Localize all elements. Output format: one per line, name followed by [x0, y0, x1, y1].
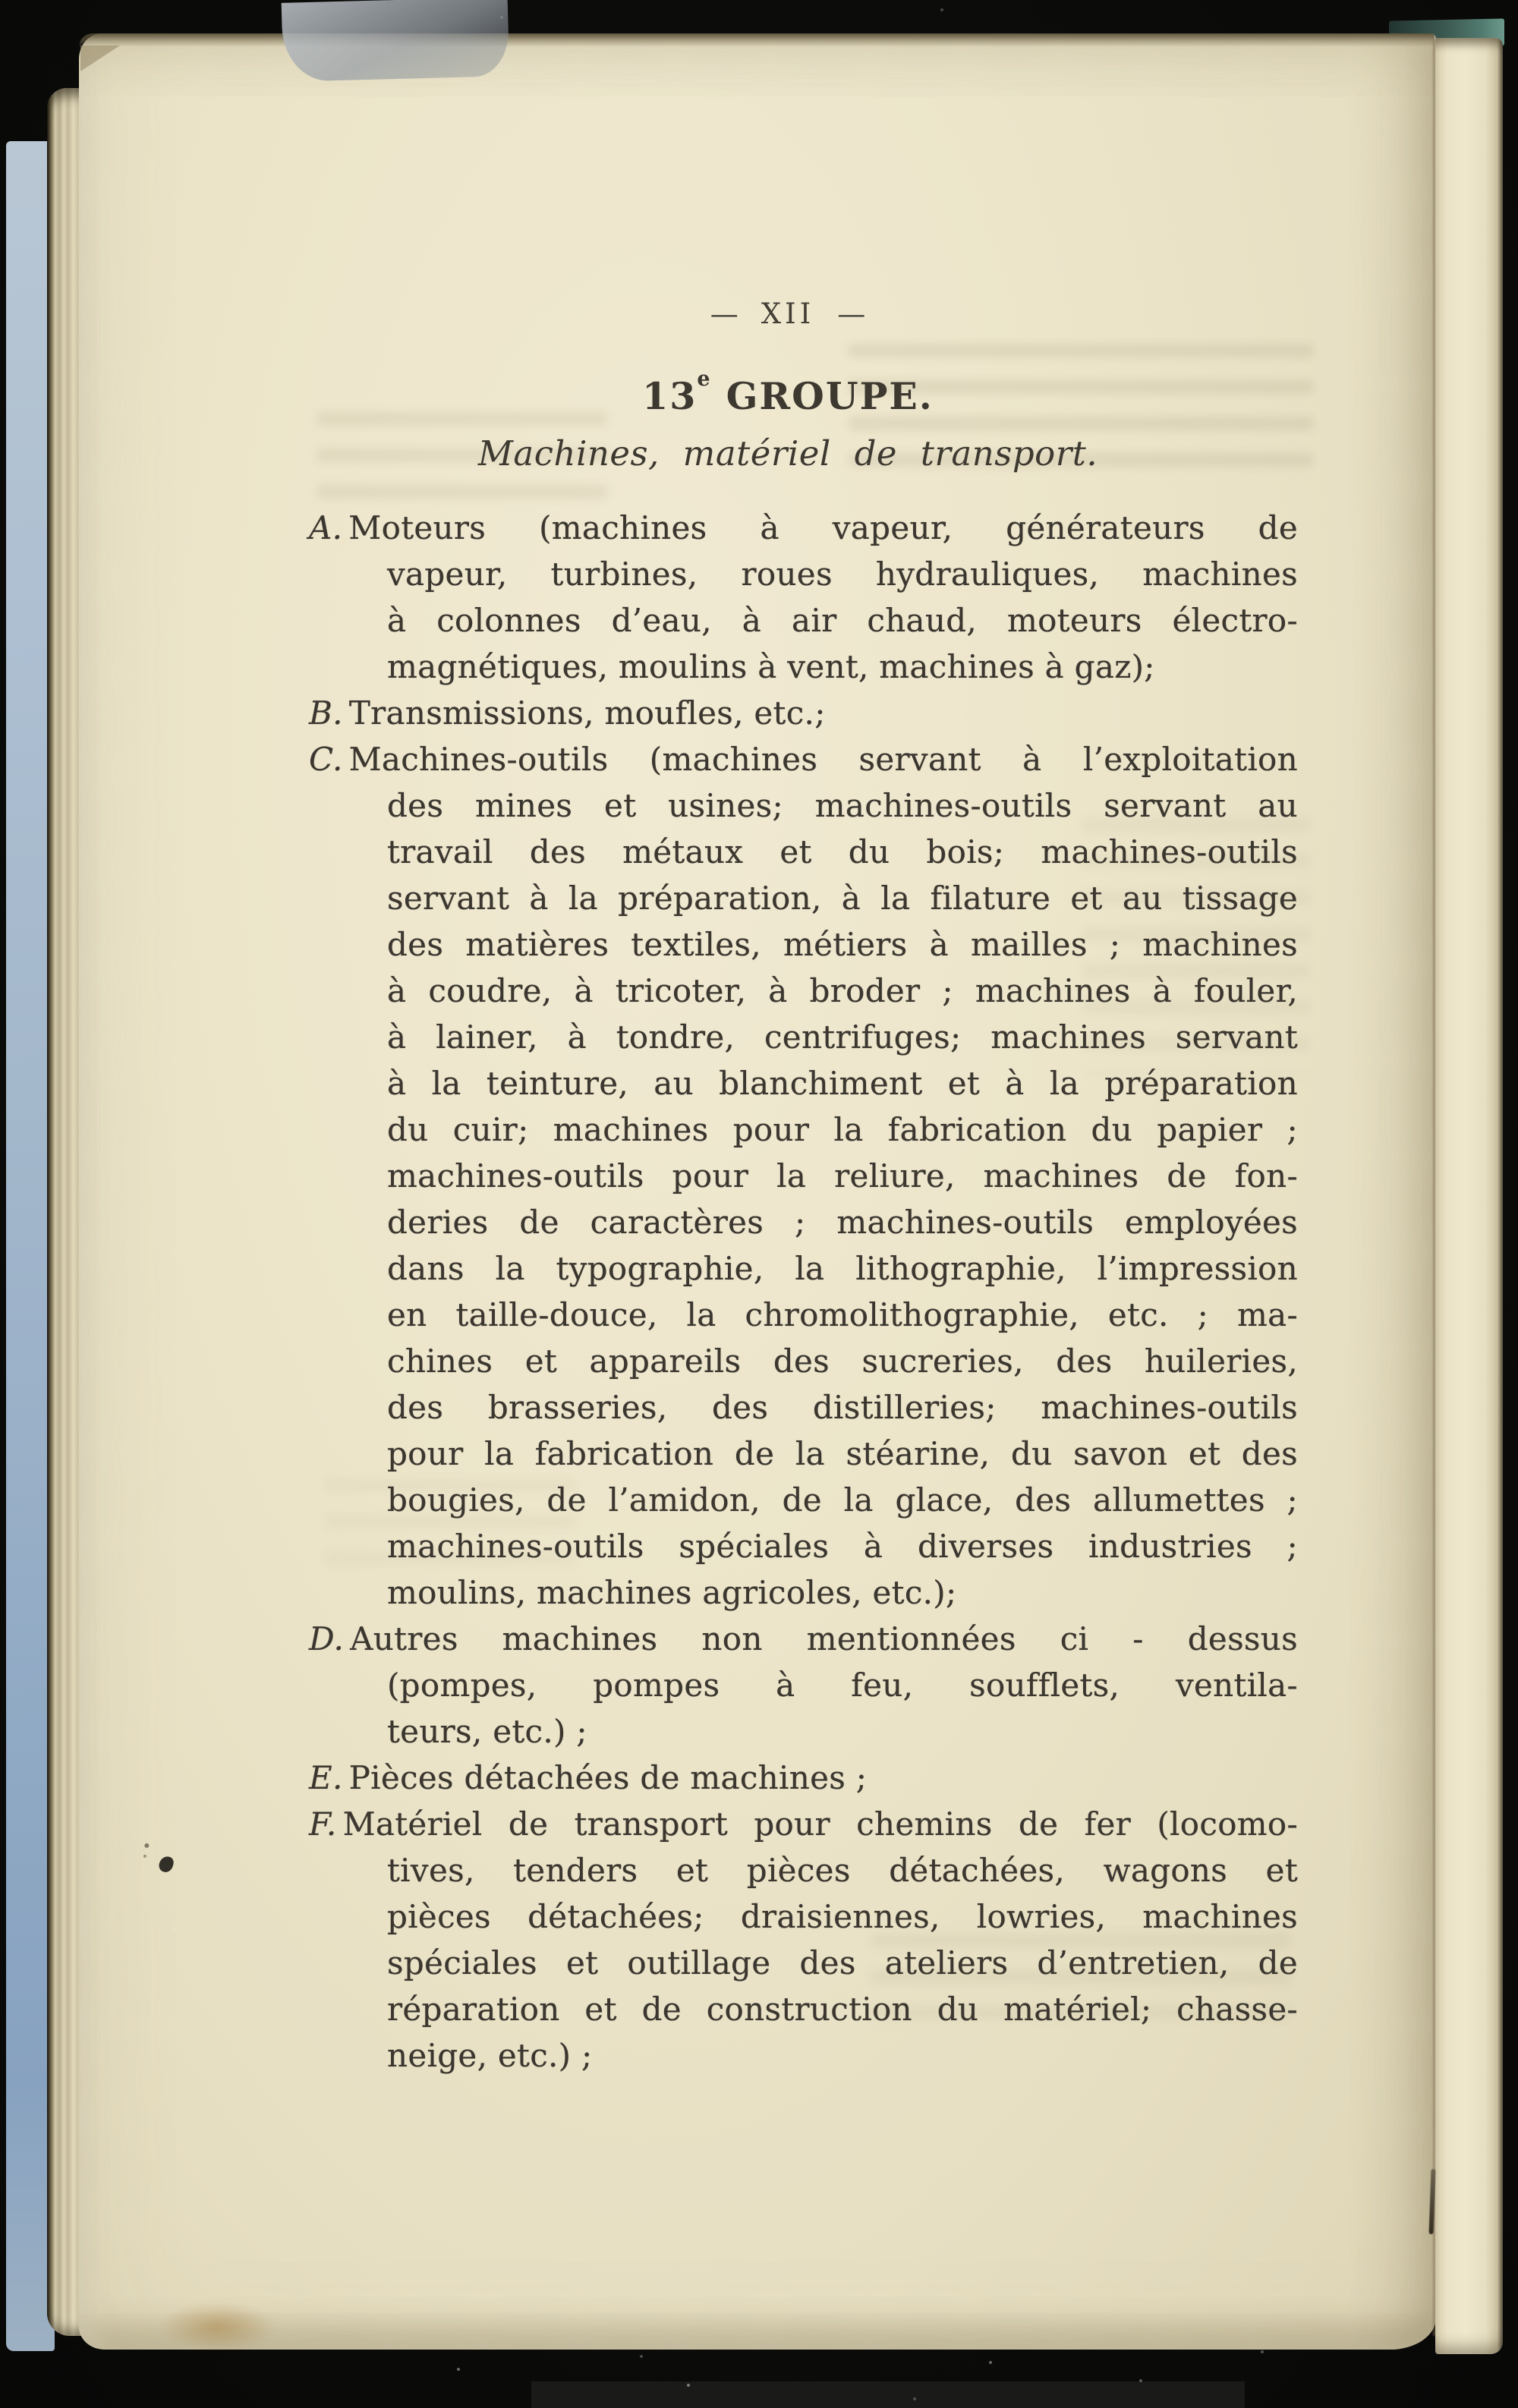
- text-line: du cuir; machines pour la fabrication du papier ;: [387, 1111, 1298, 1148]
- text-line: moulins, machines agricoles, etc.);: [387, 1574, 957, 1611]
- text-line: machines-outils pour la reliure, machines de fon-: [387, 1157, 1298, 1195]
- text-line: (pompes, pompes à feu, soufflets, ventila-: [387, 1667, 1298, 1704]
- text-line: B. Transmissions, moufles, etc.;: [309, 694, 826, 732]
- ink-blot: [157, 1855, 175, 1874]
- text-line: des matières textiles, métiers à mailles ; machines: [387, 926, 1298, 963]
- classification-list: [309, 505, 1298, 2079]
- group-heading: [642, 367, 934, 418]
- item-letter: A.: [309, 509, 343, 546]
- text-line: A. Moteurs (machines à vapeur, générateurs de: [309, 509, 1298, 546]
- tissue-scrap: [282, 0, 510, 82]
- paper-stain: [161, 2303, 275, 2351]
- text-line: à lainer, à tondre, centrifuges; machines servant: [387, 1018, 1298, 1056]
- list-item-f: [309, 1801, 1298, 2079]
- item-letter: D.: [309, 1620, 345, 1657]
- list-item-d: [309, 1616, 1298, 1755]
- text-line: machines-outils spéciales à diverses industries ;: [387, 1528, 1298, 1565]
- header-dash: —: [710, 297, 739, 330]
- group-number: 13: [642, 374, 698, 418]
- corner-fold: [80, 46, 120, 71]
- text-line: travail des métaux et du bois; machines-outils: [387, 833, 1298, 870]
- text-line: des brasseries, des distilleries; machines-outils: [387, 1389, 1298, 1426]
- text-line: pièces détachées; draisiennes, lowries, machines: [387, 1898, 1298, 1935]
- text-line: teurs, etc.) ;: [387, 1713, 587, 1750]
- text-line: à coudre, à tricoter, à broder ; machines à fouler,: [387, 972, 1298, 1009]
- text-line: servant à la préparation, à la filature et au tissage: [387, 880, 1298, 917]
- book-page: [79, 33, 1436, 2350]
- text-line: bougies, de l’amidon, de la glace, des allumettes ;: [387, 1481, 1298, 1519]
- text-line: F. Matériel de transport pour chemins de fer (locomo-: [309, 1805, 1298, 1843]
- text-line: dans la typographie, la lithographie, l’impression: [387, 1250, 1298, 1287]
- text-line: pour la fabrication de la stéarine, du savon et des: [387, 1435, 1298, 1472]
- text-line: neige, etc.) ;: [387, 2037, 593, 2074]
- text-line: spéciales et outillage des ateliers d’entretien, de: [387, 1944, 1298, 1981]
- text-line: à la teinture, au blanchiment et à la préparation: [387, 1065, 1298, 1102]
- item-letter: F.: [309, 1805, 337, 1843]
- text-line: en taille-douce, la chromolithographie, etc. ; ma-: [387, 1296, 1298, 1333]
- item-letter: C.: [309, 741, 343, 778]
- group-word: GROUPE.: [711, 374, 934, 418]
- text-line: à colonnes d’eau, à air chaud, moteurs électro-: [387, 602, 1298, 639]
- scan-bed-edge: [531, 2381, 1245, 2408]
- next-page-edge: [1435, 38, 1503, 2354]
- page-number-header: [688, 297, 889, 330]
- text-line: D. Autres machines non mentionnées ci - dessus: [309, 1620, 1298, 1657]
- text-line: C. Machines-outils (machines servant à l’exploitation: [309, 741, 1298, 778]
- text-line: tives, tenders et pièces détachées, wagons et: [387, 1852, 1298, 1889]
- list-item-e: [309, 1755, 1298, 1801]
- item-letter: E.: [309, 1759, 343, 1796]
- page-number: XII: [761, 297, 815, 330]
- page-stack-edges: [47, 88, 83, 2336]
- text-line: E. Pièces détachées de machines ;: [309, 1759, 868, 1796]
- group-ordinal: e: [697, 367, 712, 392]
- text-line: chines et appareils des sucreries, des huileries,: [387, 1342, 1298, 1380]
- group-subtitle: Machines, matériel de transport.: [477, 433, 1098, 474]
- text-line: réparation et de construction du matériel; chasse-: [387, 1991, 1298, 2028]
- text-line: deries de caractères ; machines-outils employées: [387, 1204, 1298, 1241]
- list-item-c: [309, 736, 1298, 1616]
- text-line: magnétiques, moulins à vent, machines à gaz);: [387, 648, 1155, 685]
- list-item-a: [309, 505, 1298, 690]
- header-dash: —: [837, 297, 866, 330]
- item-letter: B.: [309, 694, 343, 732]
- list-item-b: [309, 690, 1298, 736]
- text-line: vapeur, turbines, roues hydrauliques, machines: [387, 556, 1298, 593]
- text-line: des mines et usines; machines-outils servant au: [387, 787, 1298, 824]
- dust-specks: [0, 0, 2, 2]
